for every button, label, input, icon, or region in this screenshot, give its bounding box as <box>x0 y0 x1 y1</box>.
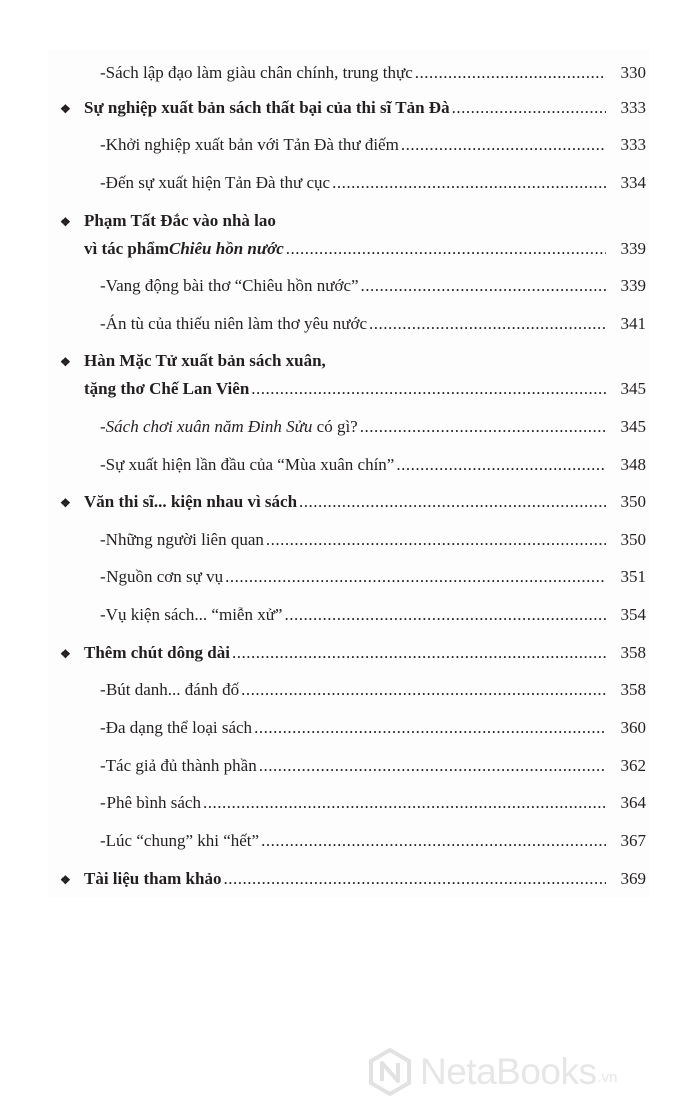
toc-entry <box>48 134 650 156</box>
dot-leader <box>299 491 606 513</box>
diamond-bullet-icon: ❖ <box>60 102 71 116</box>
entry-title: Đến sự xuất hiện Tản Đà thư cục <box>105 173 331 192</box>
watermark-suffix: .vn <box>597 1069 618 1086</box>
dot-leader <box>396 454 606 476</box>
toc-entry <box>48 416 650 438</box>
entry-title: có gì? <box>312 417 358 436</box>
dash-marker: - <box>100 831 106 850</box>
work-title: Chiêu hồn nước <box>169 239 284 258</box>
toc-entry <box>48 755 650 777</box>
page-number: 330 <box>620 63 646 82</box>
section-title: Phạm Tất Đắc vào nhà lao <box>84 211 276 230</box>
page-number: 339 <box>620 239 646 258</box>
toc-entry <box>48 566 650 588</box>
page-number: 333 <box>620 98 646 117</box>
diamond-bullet-icon: ❖ <box>60 215 71 229</box>
toc-section <box>48 491 650 513</box>
dot-leader <box>251 378 606 400</box>
page-number: 345 <box>620 417 646 436</box>
toc-entry <box>48 604 650 626</box>
dot-leader <box>254 717 606 739</box>
dot-leader <box>332 172 606 194</box>
section-title: Văn thi sĩ... kiện nhau vì sách <box>84 492 298 511</box>
toc-entry <box>48 313 650 335</box>
entry-title: Lúc “chung” khi “hết” <box>105 831 260 850</box>
section-title: Sự nghiệp xuất bản sách thất bại của thi sĩ Tản Đà <box>84 98 450 117</box>
page-number: 362 <box>620 756 646 775</box>
dash-marker: - <box>100 276 106 295</box>
dot-leader <box>261 830 606 852</box>
dot-leader <box>369 313 606 335</box>
entry-title: Những người liên quan <box>105 530 264 549</box>
dash-marker: - <box>100 567 106 586</box>
toc-entry <box>48 679 650 701</box>
section-title: Hàn Mặc Tử xuất bản sách xuân, <box>84 351 326 370</box>
entry-title-italic: Sách chơi xuân năm Đinh Sửu <box>105 417 313 436</box>
page-number: 360 <box>620 718 646 737</box>
toc-entry <box>48 529 650 551</box>
entry-title: Bút danh... đánh đố <box>105 680 240 699</box>
watermark-brand: NetaBooks <box>420 1051 597 1092</box>
dot-leader <box>286 238 606 260</box>
toc-section <box>48 97 650 119</box>
entry-title: Tác giả đủ thành phần <box>105 756 257 775</box>
dash-marker: - <box>100 455 106 474</box>
dash-marker: - <box>100 718 106 737</box>
dash-marker: - <box>100 680 106 699</box>
section-title-cont: tặng thơ Chế Lan Viên <box>84 379 250 398</box>
dash-marker: - <box>100 756 106 775</box>
toc-section <box>48 642 650 664</box>
entry-title: Phê bình sách <box>106 793 201 812</box>
page-number: 341 <box>620 314 646 333</box>
dot-leader <box>203 792 606 814</box>
page-number: 333 <box>620 135 646 154</box>
dash-marker: - <box>100 173 106 192</box>
dash-marker: - <box>100 135 106 154</box>
dot-leader <box>223 868 606 890</box>
dot-leader <box>401 134 606 156</box>
dash-marker: - <box>100 417 106 436</box>
toc-entry <box>48 830 650 852</box>
toc-section <box>48 210 650 260</box>
page-number: 358 <box>620 680 646 699</box>
entry-title: Sách lập đạo làm giàu chân chính, trung thực <box>105 63 413 82</box>
dot-leader <box>361 275 606 297</box>
toc-entry <box>48 62 650 84</box>
dot-leader <box>259 755 606 777</box>
diamond-bullet-icon: ❖ <box>60 496 71 510</box>
diamond-bullet-icon: ❖ <box>60 355 71 369</box>
page-number: 350 <box>620 530 646 549</box>
toc-entry <box>48 717 650 739</box>
diamond-bullet-icon: ❖ <box>60 873 71 887</box>
entry-title: Vang động bài thơ “Chiêu hồn nước” <box>105 276 359 295</box>
dot-leader <box>284 604 606 626</box>
toc-entry <box>48 454 650 476</box>
dot-leader <box>452 97 606 119</box>
netabooks-logo-icon <box>368 1048 412 1096</box>
toc-entry <box>48 172 650 194</box>
entry-title: Đa dạng thể loại sách <box>105 718 253 737</box>
toc-page <box>48 50 650 898</box>
dash-marker: - <box>100 605 106 624</box>
page-number: 334 <box>620 173 646 192</box>
page-number: 364 <box>620 793 646 812</box>
page-number: 348 <box>620 455 646 474</box>
entry-title: Nguồn cơn sự vụ <box>106 567 224 586</box>
entry-title: Khởi nghiệp xuất bản với Tản Đà thư điếm <box>105 135 399 154</box>
section-title-cont: vì tác phẩm <box>84 239 169 258</box>
entry-title: Sự xuất hiện lần đầu của “Mùa xuân chín” <box>105 455 395 474</box>
diamond-bullet-icon: ❖ <box>60 647 71 661</box>
dash-marker: - <box>100 63 106 82</box>
toc-entry <box>48 792 650 814</box>
entry-title: Vụ kiện sách... “miễn xử” <box>105 605 283 624</box>
dot-leader <box>232 642 606 664</box>
page-number: 358 <box>620 643 646 662</box>
page-number: 351 <box>620 567 646 586</box>
dot-leader <box>225 566 606 588</box>
dot-leader <box>415 62 606 84</box>
dash-marker: - <box>100 530 106 549</box>
entry-title: Án tù của thiếu niên làm thơ yêu nước <box>105 314 368 333</box>
watermark <box>368 1048 618 1096</box>
page-number: 367 <box>620 831 646 850</box>
dot-leader <box>241 679 606 701</box>
toc-section <box>48 350 650 400</box>
dot-leader <box>266 529 606 551</box>
section-title: Tài liệu tham khảo <box>84 869 222 888</box>
page-number: 339 <box>620 276 646 295</box>
toc-section <box>48 868 650 890</box>
dot-leader <box>360 416 606 438</box>
toc-entry <box>48 275 650 297</box>
dash-marker: - <box>100 793 106 812</box>
page-number: 350 <box>620 492 646 511</box>
section-title: Thêm chút dông dài <box>84 643 230 662</box>
page-number: 369 <box>620 869 646 888</box>
page-number: 345 <box>620 379 646 398</box>
page-number: 354 <box>620 605 646 624</box>
dash-marker: - <box>100 314 106 333</box>
